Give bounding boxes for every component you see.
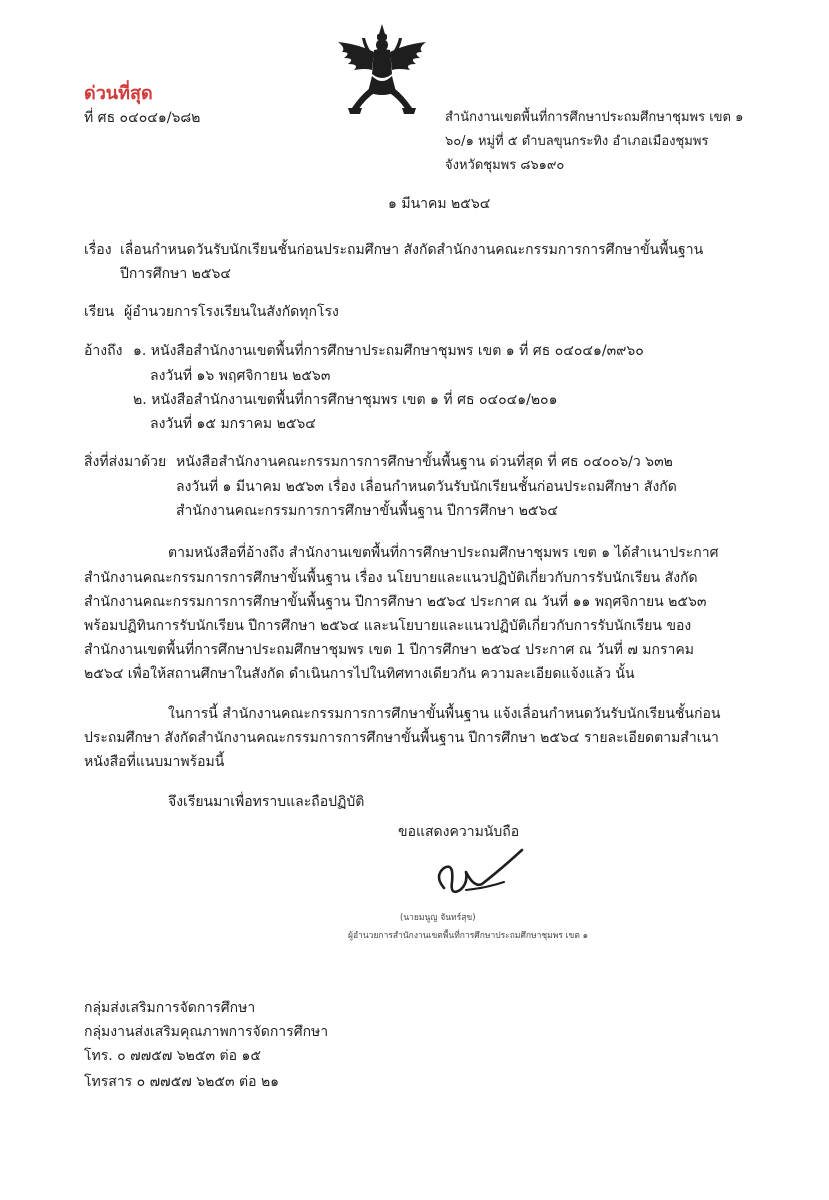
footer-group-2: กลุ่มงานส่งเสริมคุณภาพการจัดการศึกษา [84, 1024, 329, 1040]
signatory-name: (นายมนูญ จันทร์สุข) [400, 913, 476, 923]
body-paragraph-1-line4: พร้อมปฏิทินการรับนักเรียน ปีการศึกษา ๒๕๖๔ และนโยบายและแนวปฏิบัติเกี่ยวกับการรับนักเรียน ของ [84, 618, 692, 634]
enclosure-label: สิ่งที่ส่งมาด้วย [84, 454, 167, 470]
references-label: อ้างถึง [84, 343, 123, 359]
body-paragraph-2-line3: หนังสือที่แนบมาพร้อมนี้ [84, 754, 225, 770]
reference-2-line1: ๒. หนังสือสำนักงานเขตพื้นที่การศึกษาชุมพร เขต ๑ ที่ ศธ ๐๔๐๔๑/๒๐๑ [133, 392, 558, 408]
office-address-line2: จังหวัดชุมพร ๘๖๑๙๐ [445, 158, 565, 173]
footer-fax: โทรสาร ๐ ๗๗๕๗ ๖๒๕๓ ต่อ ๒๑ [84, 1074, 280, 1090]
subject-line1: เลื่อนกำหนดวันรับนักเรียนชั้นก่อนประถมศึกษา สังกัดสำนักงานคณะกรรมการการศึกษาขั้นพื้นฐาน [120, 242, 704, 258]
document-number: ที่ ศธ ๐๔๐๔๑/๖๘๒ [84, 110, 201, 126]
footer-group-1: กลุ่มส่งเสริมการจัดการศึกษา [84, 1000, 256, 1016]
signature-mark [430, 848, 530, 908]
document-date: ๑ มีนาคม ๒๕๖๔ [388, 196, 491, 212]
body-paragraph-1-line1: ตามหนังสือที่อ้างถึง สำนักงานเขตพื้นที่การศึกษาประถมศึกษาชุมพร เขต ๑ ได้สำเนาประกาศ [168, 545, 719, 561]
reference-2-line2: ลงวันที่ ๑๕ มกราคม ๒๕๖๔ [150, 416, 316, 432]
office-address-line1: ๖๐/๑ หมู่ที่ ๕ ตำบลขุนกระทิง อำเภอเมืองชุมพร [445, 134, 709, 149]
garuda-emblem-icon [332, 22, 432, 117]
enclosure-line3: สำนักงานคณะกรรมการการศึกษาขั้นพื้นฐาน ปีการศึกษา ๒๕๖๔ [176, 503, 559, 519]
urgency-label: ด่วนที่สุด [84, 83, 153, 104]
body-paragraph-2-line1: ในการนี้ สำนักงานคณะกรรมการการศึกษาขั้นพื้นฐาน แจ้งเลื่อนกำหนดวันรับนักเรียนชั้นก่อน [168, 706, 721, 722]
body-paragraph-1-line2: สำนักงานคณะกรรมการการศึกษาขั้นพื้นฐาน เรื่อง นโยบายและแนวปฏิบัติเกี่ยวกับการรับนักเรียน สังกัด [84, 570, 698, 586]
body-paragraph-1-line6: ๒๕๖๔ เพื่อให้สถานศึกษาในสังกัด ดำเนินการไปในทิศทางเดียวกัน ความละเอียดแจ้งแล้ว นั้น [84, 666, 635, 682]
regards: ขอแสดงความนับถือ [398, 824, 520, 840]
enclosure-line2: ลงวันที่ ๑ มีนาคม ๒๕๖๓ เรื่อง เลื่อนกำหนดวันรับนักเรียนชั้นก่อนประถมศึกษา สังกัด [176, 479, 677, 495]
body-paragraph-1-line3: สำนักงานคณะกรรมการการศึกษาขั้นพื้นฐาน ปีการศึกษา ๒๕๖๔ ประกาศ ณ วันที่ ๑๑ พฤศจิกายน ๒๕๖๓ [84, 594, 707, 610]
enclosure-line1: หนังสือสำนักงานคณะกรรมการการศึกษาขั้นพื้นฐาน ด่วนที่สุด ที่ ศธ ๐๔๐๐๖/ว ๖๓๒ [176, 454, 673, 470]
footer-phone: โทร. ๐ ๗๗๕๗ ๖๒๕๓ ต่อ ๑๕ [84, 1048, 261, 1064]
body-paragraph-2-line2: ประถมศึกษา สังกัดสำนักงานคณะกรรมการการศึกษาขั้นพื้นฐาน ปีการศึกษา ๒๕๖๔ รายละเอียดตามสำเนา [84, 730, 719, 746]
subject-line2: ปีการศึกษา ๒๕๖๔ [120, 266, 231, 282]
body-paragraph-1-line5: สำนักงานเขตพื้นที่การศึกษาประถมศึกษาชุมพร เขต 1 ปีการศึกษา ๒๕๖๔ ประกาศ ณ วันที่ ๗ มกราคม [84, 642, 694, 658]
office-name: สำนักงานเขตพื้นที่การศึกษาประถมศึกษาชุมพร เขต ๑ [445, 110, 744, 125]
subject-label: เรื่อง [84, 242, 112, 258]
closing-sentence: จึงเรียนมาเพื่อทราบและถือปฏิบัติ [168, 794, 365, 810]
reference-1-line1: ๑. หนังสือสำนักงานเขตพื้นที่การศึกษาประถมศึกษาชุมพร เขต ๑ ที่ ศธ ๐๔๐๔๑/๓๙๖๐ [133, 343, 644, 359]
reference-1-line2: ลงวันที่ ๑๖ พฤศจิกายน ๒๕๖๓ [150, 368, 331, 384]
signatory-position: ผู้อำนวยการสำนักงานเขตพื้นที่การศึกษาประถมศึกษาชุมพร เขต ๑ [348, 931, 588, 941]
to-value: ผู้อำนวยการโรงเรียนในสังกัดทุกโรง [124, 304, 339, 320]
to-label: เรียน [84, 304, 115, 320]
